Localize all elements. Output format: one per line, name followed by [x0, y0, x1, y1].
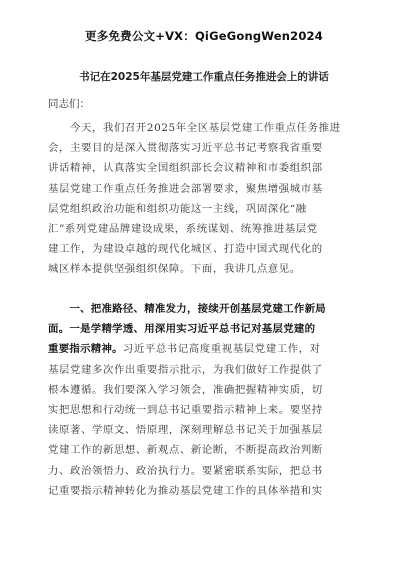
paragraph-line	[48, 339, 366, 359]
subheading-text: 重要指示精神。	[48, 343, 123, 356]
salutation: 同志们：	[48, 98, 90, 110]
section-heading-line: 一、把准路径、精准发力，接续开创基层党建工作新局	[48, 303, 326, 315]
paragraph-line: 讲话精神，认真落实全国组织部长会议精神和市委组织部	[48, 162, 323, 175]
paragraph-line: 城区样本提供坚强组织保障。下面，我讲几点意见。	[48, 263, 301, 276]
document-title: 书记在2025年基层党建工作重点任务推进会上的讲话	[79, 71, 329, 83]
paragraph-line: 力、政治领悟力、政治执行力。要紧密联系实际，把总书	[48, 464, 323, 477]
section-heading-line: 面。一是学精学透、用深用实习近平总书记对基层党建的	[48, 323, 316, 336]
paragraph-line: 读原著、学原文、悟原理，深刻理解总书记关于加强基层	[48, 424, 323, 437]
body-text: 习近平总书记高度重视基层党建工作，对	[122, 343, 321, 356]
paragraph-line: 汇”系列党建品牌建设成果，系统谋划、统筹推进基层党	[48, 223, 318, 236]
paragraph-line: 党建工作的新思想、新观点、新论断，不断提高政治判断	[48, 444, 323, 457]
paragraph-line: 建工作，为建设卓越的现代化城区、打造中国式现代化的	[48, 243, 323, 256]
paragraph-line: 基层党建工作重点任务推进会部署要求，聚焦增强城市基	[48, 182, 323, 195]
paragraph-line: 今天，我们召开2025年全区基层党建工作重点任务推进	[48, 122, 341, 134]
promo-banner: 更多免费公文+VX：QiGeGongWen2024	[85, 29, 323, 43]
paragraph-line: 层党组织政治功能和组织功能这一主线，巩固深化“融	[48, 202, 307, 215]
paragraph-line: 记重要指示精神转化为推动基层党建工作的具体举措和实	[48, 484, 323, 497]
section-one-paragraph	[48, 299, 366, 501]
paragraph-line: 根本遵循。我们要深入学习领会，准确把握精神实质，切	[48, 383, 323, 396]
paragraph-line: 基层党建多次作出重要指示批示，为我们做好工作提供了	[48, 363, 323, 376]
paragraph-line: 实把思想和行动统一到总书记重要指示精神上来。要坚持	[48, 404, 323, 417]
intro-paragraph	[48, 118, 366, 280]
paragraph-line: 会，主要目的是深入贯彻落实习近平总书记考察我省重要	[48, 142, 323, 155]
